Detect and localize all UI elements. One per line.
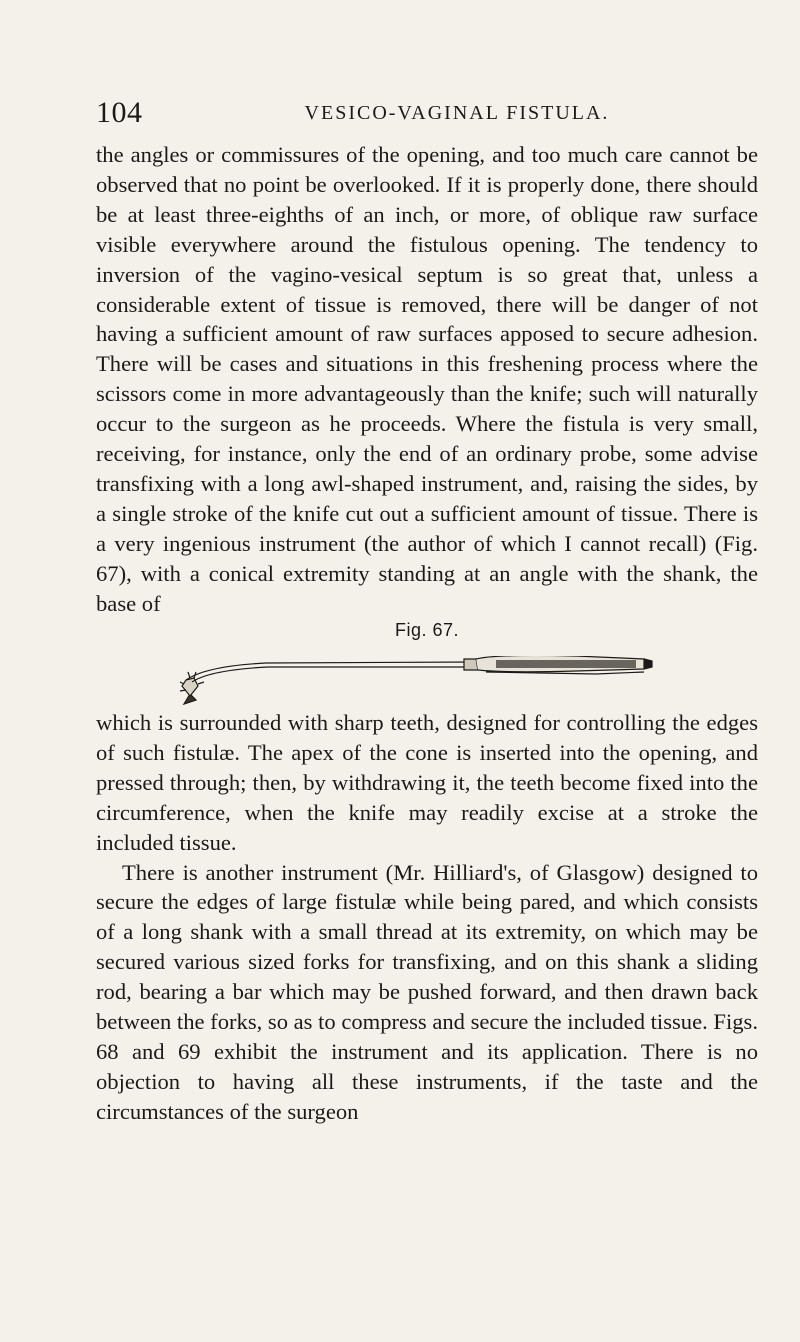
figure-67: [96, 620, 758, 708]
body-text-bottom: [96, 708, 758, 1127]
paragraph: There is another instrument (Mr. Hilliard's, of Glasgow) designed to secure the edges of large fistulæ while being pared, and which consists of a long shank with a small thread at its extremity, on which may be secured various sized forks for transfixing, and on this shank a sliding rod, bearing a bar which may be pushed forward, and then drawn back between the forks, so as to compress and secure the included tissue. Figs. 68 and 69 exhibit the instrument and its application. There is no objection to having all these instruments, if the taste and the circumstances of the surgeon: [96, 859, 758, 1124]
page-number: 104: [96, 96, 143, 129]
paragraph: the angles or commissures of the opening, and too much care cannot be observed that no point be overlooked. If it is properly done, there should be at least three-eighths of an inch, or more, of oblique raw surface visible everywhere around the fistulous opening. The tendency to inversion of the vagino-vesical septum is so great that, unless a considerable extent of tissue is removed, there will be danger of not having a sufficient amount of raw surfaces apposed to secure adhesion. There will be cases and situations in this freshening process where the scissors come in more advantageously than the knife; such will naturally occur to the surgeon as he proceeds. Where the fistula is very small, receiving, for instance, only the end of an ordinary probe, some advise transfixing with a long awl-shaped instrument, and, raising the sides, by a single stroke of the knife cut out a sufficient amount of tissue. There is a very ingenious instrument (the author of which I cannot recall) (Fig. 67), with a conical extremity standing at an angle with the shank, the base of: [96, 142, 758, 616]
fistula-instrument-illustration: [176, 656, 656, 706]
running-title: VESICO-VAGINAL FISTULA.: [304, 102, 610, 124]
figure-caption: Fig. 67.: [394, 620, 460, 640]
paragraph: which is surrounded with sharp teeth, designed for controlling the edges of such fistulæ. The apex of the cone is inserted into the opening, and pressed through; then, by withdrawing it, the teeth become fixed into the circumference, when the knife may readily excise at a stroke the included tissue.: [96, 710, 758, 855]
body-text-top: [96, 140, 758, 619]
running-head: [96, 96, 758, 136]
